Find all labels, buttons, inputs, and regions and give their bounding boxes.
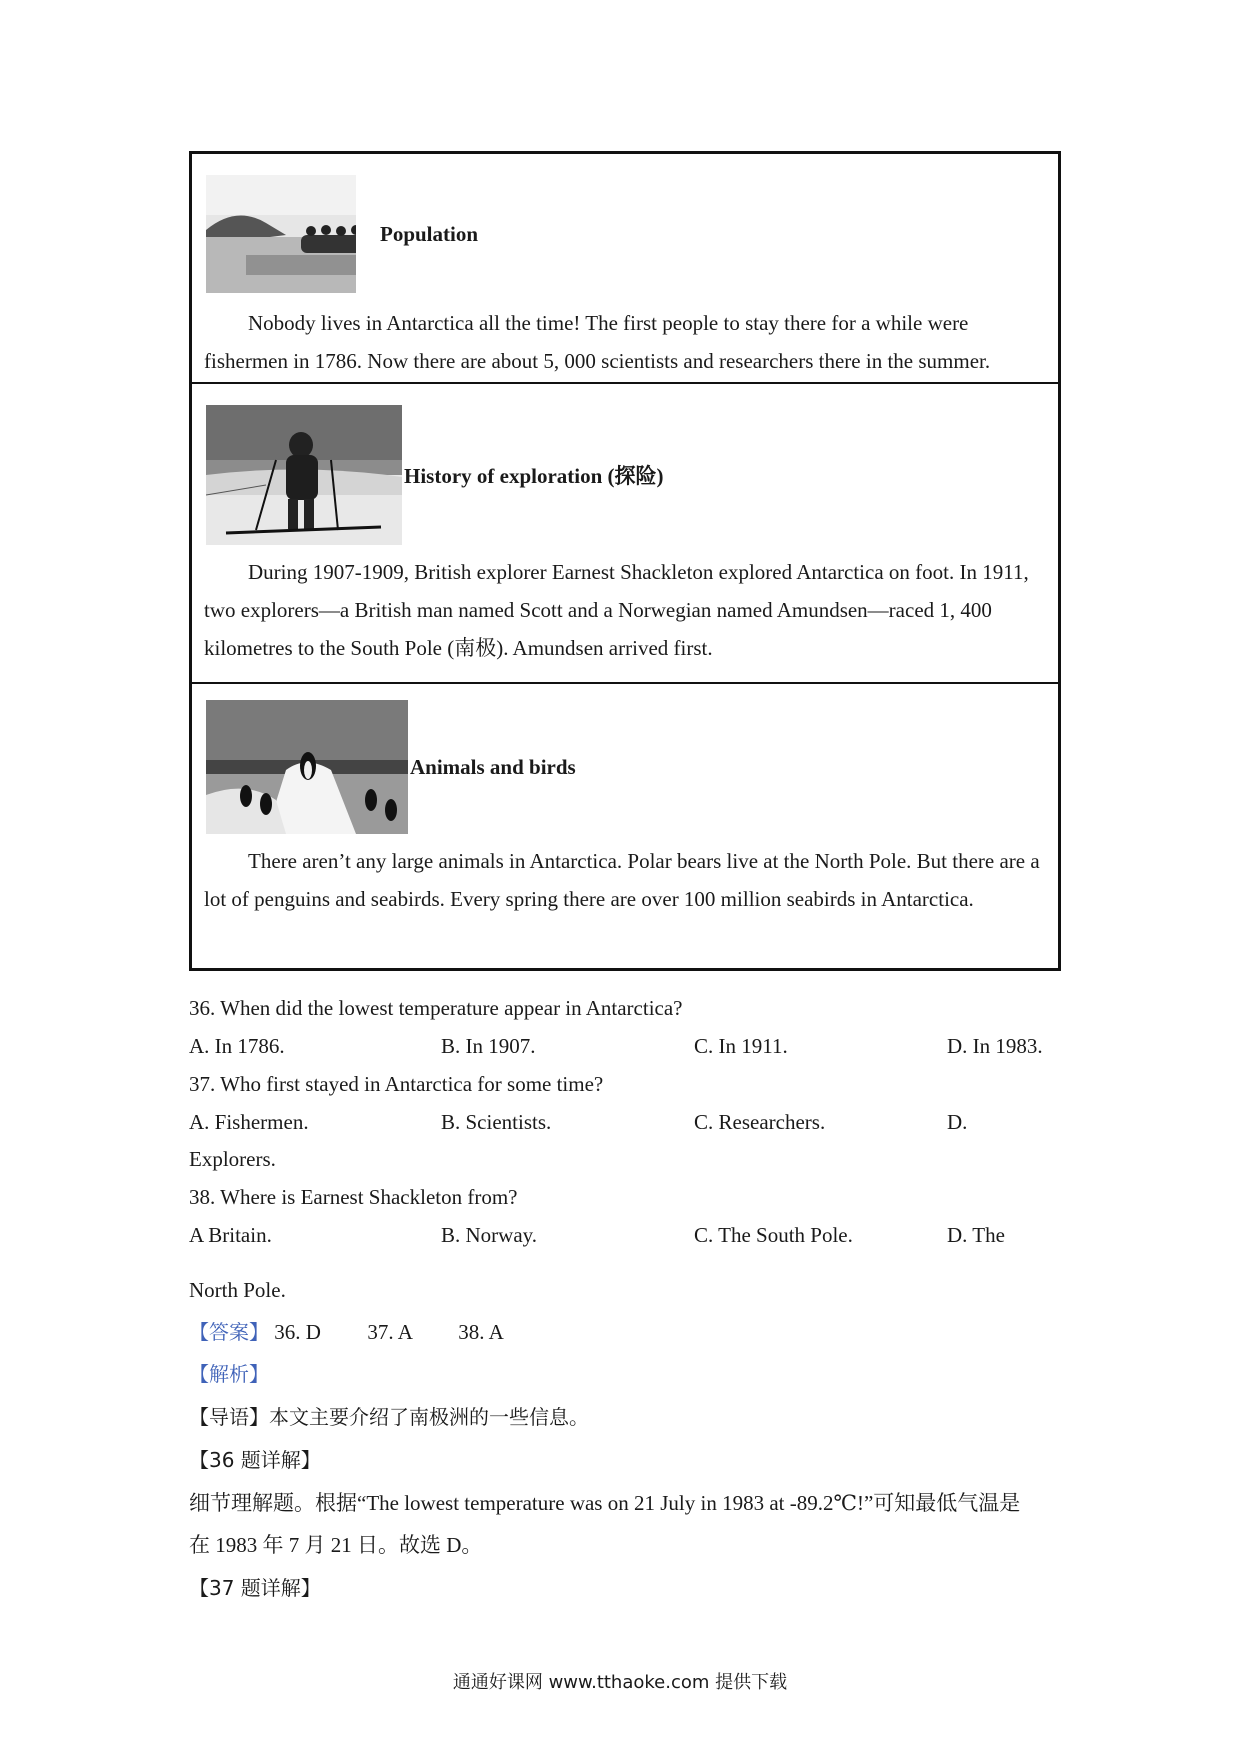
option-a: A. Fishermen. — [189, 1110, 309, 1134]
section-body: Nobody lives in Antarctica all the time! The first people to stay there for a while were fishermen in 1786. Now there are about 5, 000 scientists and researchers there in the summer. — [204, 311, 991, 373]
q37-detail-head: 【37 题详解】 — [189, 1576, 321, 1600]
question-36: 36. When did the lowest temperature appear in Antarctica? — [189, 996, 683, 1020]
section-history — [192, 384, 1058, 684]
penguins-photo — [206, 700, 408, 834]
section-body: There aren’t any large animals in Antarctica. Polar bears live at the North Pole. But there are a lot of penguins and seabirds. Every spring there are over 100 million seabirds in Antarctica. — [204, 849, 1040, 911]
info-table — [189, 151, 1061, 971]
answer-line — [189, 1316, 504, 1345]
option-c: C. In 1911. — [694, 1034, 788, 1058]
answer-label: 【答案】 — [189, 1320, 269, 1344]
option-b: B. Scientists. — [441, 1110, 552, 1134]
question-38: 38. Where is Earnest Shackleton from? — [189, 1185, 518, 1209]
question-37: 37. Who first stayed in Antarctica for some time? — [189, 1072, 604, 1096]
section-title: History of exploration (探险) — [404, 463, 664, 488]
question-36-options — [189, 1034, 1069, 1064]
section-header — [192, 684, 1058, 842]
option-d: D. In 1983. — [947, 1034, 1043, 1058]
section-body: During 1907-1909, British explorer Earnest Shackleton explored Antarctica on foot. In 1911, two explorers—a British man named Scott and a Norwegian named Amundsen—raced 1, 400 kilometres to the South Pole (南极). Amundsen arrived first. — [204, 560, 1029, 660]
boat-on-icy-water-photo — [206, 175, 378, 293]
question-38-options — [189, 1223, 1069, 1253]
option-a: A Britain. — [189, 1223, 272, 1247]
option-b: B. In 1907. — [441, 1034, 536, 1058]
question-37-options — [189, 1110, 1069, 1140]
answer-38: 38. A — [458, 1320, 504, 1344]
answer-37: 37. A — [367, 1320, 412, 1344]
option-c: C. The South Pole. — [694, 1223, 853, 1247]
q36-detail-line2: 在 1983 年 7 月 21 日。故选 D。 — [189, 1533, 483, 1557]
option-d: D. — [947, 1110, 968, 1134]
answer-36: 36. D — [274, 1320, 321, 1344]
section-title: Population — [380, 221, 479, 246]
section-header — [192, 384, 1058, 553]
section-header — [192, 154, 1058, 304]
section-population — [192, 154, 1058, 384]
option-a: A. In 1786. — [189, 1034, 285, 1058]
page-footer: 通通好课网 www.tthaoke.com 提供下载 — [452, 1672, 788, 1693]
analysis-label: 【解析】 — [189, 1362, 269, 1386]
section-animals — [192, 684, 1058, 968]
option-c: C. Researchers. — [694, 1110, 826, 1134]
question-37-wrap: Explorers. — [189, 1147, 276, 1171]
section-title: Animals and birds — [410, 754, 576, 779]
option-d: D. The — [947, 1223, 1005, 1247]
option-b: B. Norway. — [441, 1223, 538, 1247]
analysis-intro: 【导语】本文主要介绍了南极洲的一些信息。 — [189, 1405, 589, 1429]
skiing-explorer-photo — [206, 405, 402, 545]
q36-detail-line1: 细节理解题。根据“The lowest temperature was on 21 July in 1983 at -89.2℃!”可知最低气温是 — [189, 1491, 1021, 1515]
question-38-wrap: North Pole. — [189, 1278, 286, 1302]
q36-detail-head: 【36 题详解】 — [189, 1448, 321, 1472]
